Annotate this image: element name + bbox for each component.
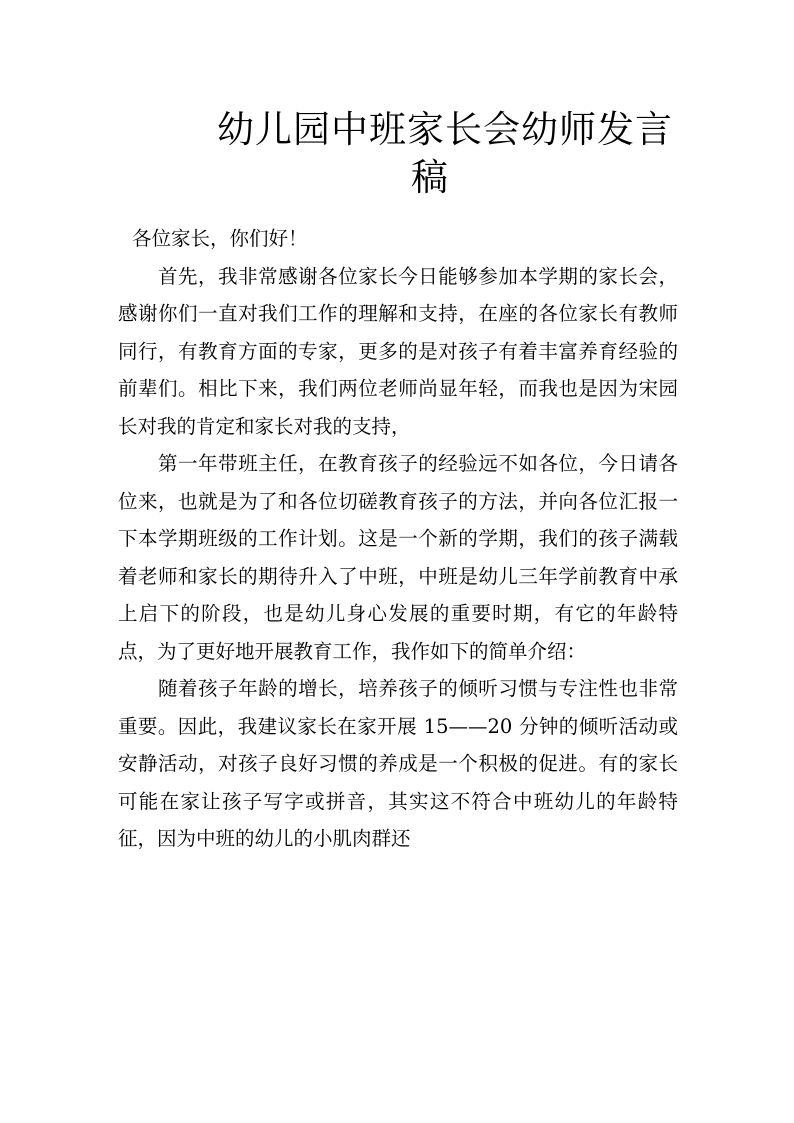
paragraph-3: 随着孩子年龄的增长，培养孩子的倾听习惯与专注性也非常重要。因此，我建议家长在家开展 15——20 分钟的倾听活动或安静活动，对孩子良好习惯的养成是一个积极的促进。有的家长可能在家让孩子写字或拼音，其实这不符合中班幼儿的年龄特征，因为中班的幼儿的小肌肉群还 xyxy=(118,677,678,850)
paragraph-1: 首先，我非常感谢各位家长今日能够参加本学期的家长会，感谢你们一直对我们工作的理解和支持，在座的各位家长有教师同行，有教育方面的专家，更多的是对孩子有着丰富养育经验的前辈们。相比下来，我们两位老师尚显年轻，而我也是因为宋园长对我的肯定和家长对我的支持， xyxy=(118,264,678,438)
document-title-line2: 稿 xyxy=(411,156,449,199)
document-body xyxy=(118,220,678,858)
paragraph-2: 第一年带班主任，在教育孩子的经验远不如各位，今日请各位来，也就是为了和各位切磋教育孩子的方法，并向各位汇报一下本学期班级的工作计划。这是一个新的学期，我们的孩子满载着老师和家长的期待升入了中班，中班是幼儿三年学前教育中承上启下的阶段，也是幼儿身心发展的重要时期，有它的年龄特点，为了更好地开展教育工作，我作如下的简单介绍： xyxy=(118,452,678,663)
document-title-line1: 幼儿园中班家长会幼师发言 xyxy=(217,108,673,151)
greeting: 各位家长，你们好！ xyxy=(132,227,308,250)
